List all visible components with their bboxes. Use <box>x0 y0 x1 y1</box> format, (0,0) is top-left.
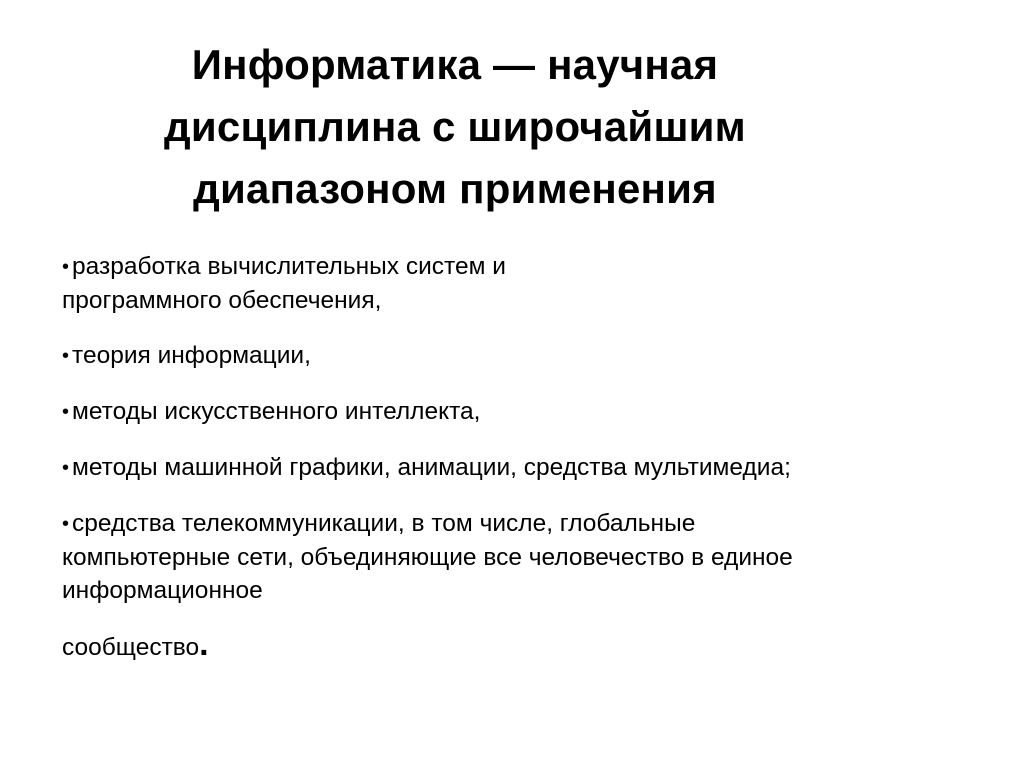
bullet-text: разработка вычислительных систем и программного обеспечения, <box>62 253 506 314</box>
bullet-text-tail <box>62 625 209 664</box>
bullet-item <box>62 507 832 664</box>
bullet-icon: • <box>62 345 70 367</box>
bullet-text: теория информации, <box>72 342 311 369</box>
bullet-text-last-word: сообщество <box>62 634 200 661</box>
bullet-icon: • <box>62 513 70 535</box>
bullet-text: средства телекоммуникации, в том числе, глобальные компьютерные сети, объединяющие все человечество в единое информационное <box>62 510 793 604</box>
title-line: Информатика — научная <box>191 41 719 88</box>
bullet-text: методы искусственного интеллекта, <box>72 398 481 425</box>
bullet-text: методы машинной графики, анимации, средства мультимедиа; <box>72 454 791 481</box>
bullet-item <box>62 451 842 485</box>
bullet-item <box>62 250 662 317</box>
bullet-list <box>62 250 862 686</box>
title-line: диапазоном применения <box>193 165 717 212</box>
end-period: . <box>199 625 209 663</box>
bullet-item <box>62 395 862 429</box>
title-line: дисциплина с широчайшим <box>164 103 746 150</box>
slide-title <box>60 34 850 220</box>
bullet-icon: • <box>62 401 70 423</box>
bullet-icon: • <box>62 457 70 479</box>
bullet-item <box>62 339 862 373</box>
bullet-icon: • <box>62 256 70 278</box>
